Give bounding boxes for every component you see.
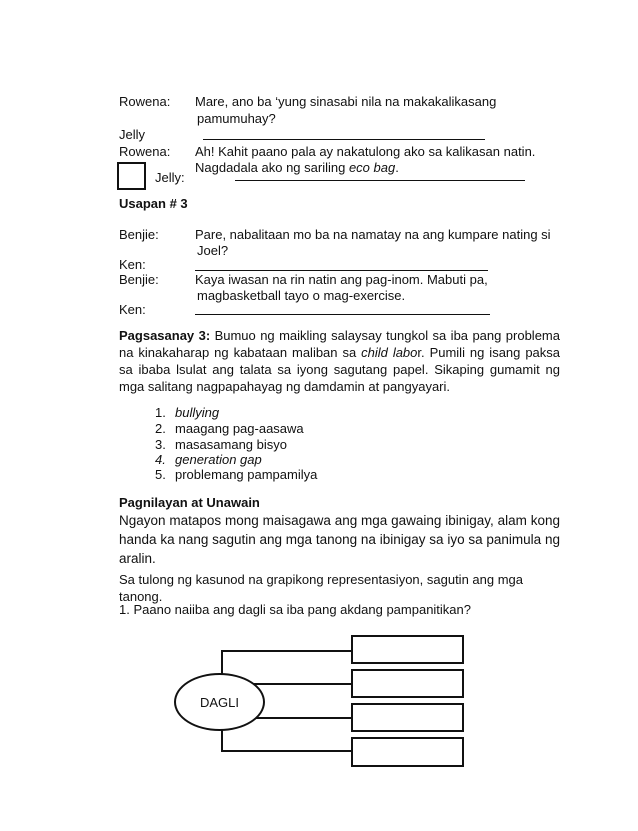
rowena-line-cont: pamumuhay?	[197, 111, 276, 126]
connector-line	[221, 750, 352, 752]
benjie-line: Kaya iwasan na rin natin ang pag-inom. Mabuti pa,	[195, 272, 488, 287]
rowena-line-cont: Nagdadala ako ng sariling eco bag.	[195, 160, 399, 175]
section-heading: Usapan # 3	[119, 196, 188, 211]
answer-blank[interactable]	[203, 139, 485, 140]
instruction-text: Sa tulong ng kasunod na grapikong representasiyon, sagutin ang mga tanong.	[119, 572, 524, 604]
speaker-rowena: Rowena:	[119, 144, 171, 159]
answer-box[interactable]	[351, 703, 464, 732]
speaker-jelly: Jelly:	[155, 170, 185, 185]
rowena-line: Ah! Kahit paano pala ay nakatulong ako sa kalikasan natin.	[195, 144, 536, 159]
answer-box[interactable]	[351, 737, 464, 767]
speaker-rowena: Rowena:	[119, 94, 171, 109]
connector-line	[221, 650, 352, 652]
answer-box[interactable]	[351, 669, 464, 698]
answer-blank[interactable]	[195, 270, 488, 271]
list-item: 1. bullying	[155, 405, 220, 420]
speaker-benjie: Benjie:	[119, 272, 159, 287]
speaker-jelly: Jelly	[119, 127, 146, 142]
benjie-line: Pare, nabalitaan mo ba na namatay na ang kumpare nating si	[195, 227, 551, 242]
dagli-label: DAGLI	[199, 694, 239, 710]
exercise-instructions: Pagsasanay 3: Bumuo ng maikling salaysay tungkol sa iba pang problema na kinakaharap ng kabataan maliban sa child labor. Pumili ng isang paksa sa ibaba lsulat ang talata sa iyong sagutang papel. Sikaping gumamit ng mga salitang nagpapahayag ng damdamin at pangyayari.	[119, 328, 561, 394]
answer-blank[interactable]	[235, 180, 525, 181]
speaker-ken: Ken:	[119, 257, 146, 272]
speaker-benjie: Benjie:	[119, 227, 159, 242]
reflection-text: Ngayon matapos mong maisagawa ang mga gawaing ibinigay, alam kong handa ka nang sagutin ang mga tanong na ibinigay sa iyo sa panimula ng aralin.	[119, 513, 560, 566]
list-item: 2. maagang pag-aasawa	[155, 421, 304, 436]
section-heading: Pagnilayan at Unawain	[119, 495, 260, 510]
list-item: 5. problemang pampamilya	[155, 467, 318, 482]
rowena-line: Mare, ano ba ‘yung sinasabi nila na makakalikasang	[195, 94, 497, 109]
dagli-ellipse	[174, 673, 265, 731]
benjie-line-cont: Joel?	[197, 243, 229, 258]
speaker-ken: Ken:	[119, 302, 146, 317]
checkbox[interactable]	[117, 162, 146, 190]
answer-box[interactable]	[351, 635, 464, 664]
list-item: 4. generation gap	[155, 452, 262, 467]
benjie-line-cont: magbasketball tayo o mag-exercise.	[197, 288, 406, 303]
question-1: 1. Paano naiiba ang dagli sa iba pang akdang pampanitikan?	[119, 602, 471, 617]
answer-blank[interactable]	[195, 314, 490, 315]
list-item: 3. masasamang bisyo	[155, 437, 287, 452]
